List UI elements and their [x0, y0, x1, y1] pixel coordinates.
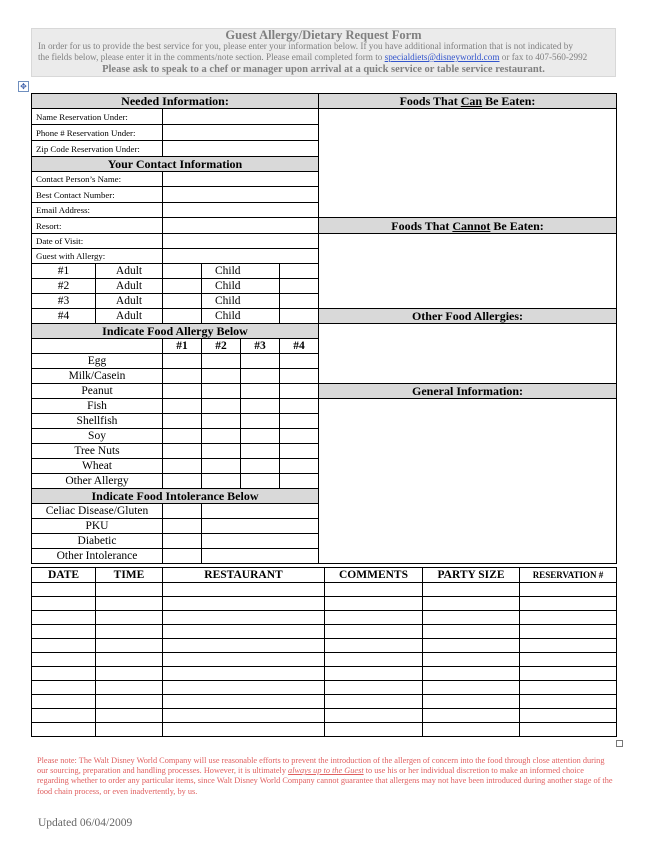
contact-number-field[interactable] [163, 187, 319, 203]
visit-date-field[interactable] [163, 234, 319, 249]
cannot-eat-field[interactable] [319, 234, 617, 309]
allergy-label: Milk/Casein [32, 369, 163, 384]
guest-row [32, 309, 617, 324]
reservation-cell[interactable] [423, 667, 520, 681]
guest-allergy-label: Guest with Allergy: [32, 249, 163, 264]
phone-field[interactable] [163, 125, 319, 141]
reservation-cell[interactable] [96, 723, 163, 737]
intro-line-2 [38, 52, 612, 62]
visit-date-label: Date of Visit: [32, 234, 163, 249]
allergy-checkbox[interactable] [163, 444, 202, 459]
note-text-end: to use his or her individual discretion to make an informed choice regarding whether to order any particular items, since Walt Disney World Company cannot guarantee that allergens may not have been introduced during another stage of the food chain process, or even inadvertently, by us. [37, 766, 613, 796]
reservation-cell[interactable] [96, 639, 163, 653]
allergy-checkbox[interactable] [202, 354, 241, 369]
allergy-checkbox[interactable] [280, 414, 319, 429]
allergy-row [32, 399, 617, 414]
child-field[interactable] [280, 279, 319, 294]
reservation-cell[interactable] [423, 681, 520, 695]
reservation-cell[interactable] [96, 695, 163, 709]
allergy-checkbox[interactable] [280, 399, 319, 414]
allergy-checkbox[interactable] [280, 429, 319, 444]
adult-field[interactable] [163, 264, 202, 279]
name-field[interactable] [163, 109, 319, 125]
col-time: TIME [96, 568, 163, 583]
reservation-row [32, 709, 617, 723]
general-info-heading: General Information: [319, 384, 617, 399]
allergy-checkbox[interactable] [241, 429, 280, 444]
allergy-checkbox[interactable] [202, 414, 241, 429]
other-allergies-heading: Other Food Allergies: [319, 309, 617, 324]
reservation-cell[interactable] [163, 695, 325, 709]
allergy-checkbox[interactable] [241, 444, 280, 459]
reservation-row [32, 681, 617, 695]
reservation-cell[interactable] [96, 653, 163, 667]
allergy-checkbox[interactable] [163, 384, 202, 399]
reservation-cell[interactable] [520, 667, 617, 681]
allergy-label: Soy [32, 429, 163, 444]
can-eat-heading: Foods That Can Be Eaten: [319, 94, 617, 109]
reservation-cell[interactable] [325, 723, 423, 737]
reservation-cell[interactable] [96, 611, 163, 625]
allergy-label: Egg [32, 354, 163, 369]
allergy-checkbox[interactable] [241, 459, 280, 474]
reservation-cell[interactable] [520, 653, 617, 667]
allergy-checkbox[interactable] [280, 459, 319, 474]
reservation-cell[interactable] [96, 583, 163, 597]
allergy-checkbox[interactable] [202, 474, 241, 489]
reservation-cell[interactable] [96, 667, 163, 681]
updated-date: Updated 06/04/2009 [38, 817, 133, 829]
allergy-checkbox[interactable] [163, 429, 202, 444]
child-label: Child [202, 309, 280, 324]
reservation-cell[interactable] [32, 681, 96, 695]
allergy-checkbox[interactable] [280, 444, 319, 459]
zip-label: Zip Code Reservation Under: [32, 141, 163, 157]
reservation-cell[interactable] [32, 583, 96, 597]
child-field[interactable] [280, 294, 319, 309]
move-handle-icon[interactable]: ✥ [18, 81, 29, 92]
reservation-cell[interactable] [163, 653, 325, 667]
name-label: Name Reservation Under: [32, 109, 163, 125]
allergy-label: Wheat [32, 459, 163, 474]
adult-label: Adult [96, 279, 163, 294]
reservation-cell[interactable] [325, 625, 423, 639]
allergy-checkbox[interactable] [202, 369, 241, 384]
reservation-cell[interactable] [32, 597, 96, 611]
allergy-label: Other Allergy [32, 474, 163, 489]
reservation-cell[interactable] [520, 639, 617, 653]
reservation-row [32, 583, 617, 597]
fax-text: or fax to 407-560-2992 [501, 52, 588, 62]
reservation-cell[interactable] [32, 723, 96, 737]
reservation-cell[interactable] [163, 667, 325, 681]
reservation-cell[interactable] [423, 709, 520, 723]
food-intolerance-heading: Indicate Food Intolerance Below [32, 489, 319, 504]
allergy-label: Tree Nuts [32, 444, 163, 459]
allergy-checkbox[interactable] [280, 354, 319, 369]
allergy-col-1: #1 [163, 339, 202, 354]
allergy-checkbox[interactable] [241, 384, 280, 399]
intolerance-checkbox[interactable] [163, 519, 202, 534]
reservation-row [32, 653, 617, 667]
allergy-checkbox[interactable] [163, 369, 202, 384]
disclaimer-note [37, 756, 617, 797]
guest-number: #3 [32, 294, 96, 309]
reservation-cell[interactable] [163, 681, 325, 695]
reservation-cell[interactable] [325, 681, 423, 695]
intolerance-field[interactable] [202, 534, 319, 549]
reservation-cell[interactable] [423, 597, 520, 611]
reservation-cell[interactable] [163, 709, 325, 723]
reservations-table [31, 567, 617, 737]
reservation-row [32, 625, 617, 639]
allergy-checkbox[interactable] [241, 369, 280, 384]
reservation-cell[interactable] [96, 597, 163, 611]
col-party-size: PARTY SIZE [423, 568, 520, 583]
resort-field[interactable] [163, 218, 319, 234]
allergy-checkbox[interactable] [241, 414, 280, 429]
allergy-checkbox[interactable] [202, 459, 241, 474]
child-label: Child [202, 294, 280, 309]
contact-number-label: Best Contact Number: [32, 187, 163, 203]
intro-line-1: In order for us to provide the best service for you, please enter your information below. If you have additional information that is not indicated by [38, 41, 573, 51]
reservation-cell[interactable] [423, 625, 520, 639]
phone-label: Phone # Reservation Under: [32, 125, 163, 141]
reservation-cell[interactable] [163, 611, 325, 625]
allergy-label: Shellfish [32, 414, 163, 429]
allergy-col-2: #2 [202, 339, 241, 354]
reservation-row [32, 695, 617, 709]
allergy-label: Peanut [32, 384, 163, 399]
reservation-cell[interactable] [423, 695, 520, 709]
child-label: Child [202, 279, 280, 294]
reservation-cell[interactable] [325, 709, 423, 723]
reservation-cell[interactable] [423, 653, 520, 667]
allergy-col-3: #3 [241, 339, 280, 354]
reservation-cell[interactable] [325, 639, 423, 653]
reservation-cell[interactable] [520, 597, 617, 611]
adult-field[interactable] [163, 309, 202, 324]
reservation-cell[interactable] [423, 611, 520, 625]
reservation-cell[interactable] [32, 625, 96, 639]
general-info-field[interactable] [319, 399, 617, 564]
col-reservation-number: RESERVATION # [520, 568, 617, 583]
email-field[interactable] [163, 203, 319, 218]
child-field[interactable] [280, 264, 319, 279]
reservation-cell[interactable] [163, 723, 325, 737]
allergy-checkbox[interactable] [280, 384, 319, 399]
chef-notice: Please ask to speak to a chef or manager upon arrival at a quick service or table service restaurant. [102, 64, 545, 75]
child-field[interactable] [280, 309, 319, 324]
reservation-cell[interactable] [163, 597, 325, 611]
reservation-cell[interactable] [520, 611, 617, 625]
reservation-row [32, 611, 617, 625]
adult-field[interactable] [163, 294, 202, 309]
reservation-cell[interactable] [96, 681, 163, 695]
allergy-row [32, 384, 617, 399]
allergy-checkbox[interactable] [202, 384, 241, 399]
intolerance-field[interactable] [202, 549, 319, 564]
guest-number: #4 [32, 309, 96, 324]
reservation-cell[interactable] [325, 653, 423, 667]
reservation-cell[interactable] [520, 583, 617, 597]
reservation-cell[interactable] [325, 583, 423, 597]
main-form-table [31, 93, 617, 564]
note-text: Please note: The Walt Disney World Company will use reasonable efforts to prevent the introduction of the allergen of concern into the food through close attention during our sourcing, preparation and handling processes. However, it is ultimately [37, 756, 605, 776]
reservation-cell[interactable] [325, 611, 423, 625]
allergy-corner-cell [32, 339, 163, 354]
allergy-checkbox[interactable] [241, 474, 280, 489]
reservation-cell[interactable] [520, 625, 617, 639]
contact-name-label: Contact Person’s Name: [32, 172, 163, 187]
adult-label: Adult [96, 294, 163, 309]
allergy-checkbox[interactable] [163, 414, 202, 429]
adult-label: Adult [96, 264, 163, 279]
reservation-row [32, 723, 617, 737]
reservation-cell[interactable] [163, 625, 325, 639]
allergy-checkbox[interactable] [202, 429, 241, 444]
intolerance-label: Celiac Disease/Gluten [32, 504, 163, 519]
needed-info-heading: Needed Information: [32, 94, 319, 109]
reservation-cell[interactable] [423, 723, 520, 737]
reservation-cell[interactable] [32, 709, 96, 723]
reservation-row [32, 667, 617, 681]
email-link[interactable]: specialdiets@disneyworld.com [384, 52, 500, 62]
contact-heading: Your Contact Information [32, 157, 319, 172]
allergy-col-4: #4 [280, 339, 319, 354]
reservation-cell[interactable] [163, 639, 325, 653]
reservation-cell[interactable] [325, 695, 423, 709]
allergy-checkbox[interactable] [241, 399, 280, 414]
allergy-checkbox[interactable] [241, 354, 280, 369]
guest-allergy-field[interactable] [163, 249, 319, 264]
reservation-cell[interactable] [32, 611, 96, 625]
intolerance-checkbox[interactable] [163, 534, 202, 549]
allergy-checkbox[interactable] [163, 354, 202, 369]
reservation-cell[interactable] [96, 709, 163, 723]
col-restaurant: RESTAURANT [163, 568, 325, 583]
guest-number: #1 [32, 264, 96, 279]
reservation-cell[interactable] [520, 695, 617, 709]
email-label: Email Address: [32, 203, 163, 218]
allergy-checkbox[interactable] [163, 474, 202, 489]
reservation-cell[interactable] [32, 667, 96, 681]
resort-label: Resort: [32, 218, 163, 234]
guest-number: #2 [32, 279, 96, 294]
intolerance-checkbox[interactable] [163, 549, 202, 564]
adult-label: Adult [96, 309, 163, 324]
intro-text: the fields below, please enter it in the comments/note section. Please email completed form to [38, 52, 383, 62]
intolerance-field[interactable] [202, 504, 319, 519]
food-allergy-heading: Indicate Food Allergy Below [32, 324, 319, 339]
child-label: Child [202, 264, 280, 279]
allergy-checkbox[interactable] [163, 459, 202, 474]
allergy-checkbox[interactable] [202, 399, 241, 414]
reservation-cell[interactable] [520, 681, 617, 695]
intolerance-label: PKU [32, 519, 163, 534]
intolerance-checkbox[interactable] [163, 504, 202, 519]
col-comments: COMMENTS [325, 568, 423, 583]
cannot-eat-heading: Foods That Cannot Be Eaten: [319, 218, 617, 234]
reservation-cell[interactable] [163, 583, 325, 597]
reservation-cell[interactable] [423, 583, 520, 597]
allergy-checkbox[interactable] [202, 444, 241, 459]
allergy-checkbox[interactable] [280, 369, 319, 384]
reservation-row [32, 639, 617, 653]
allergy-label: Fish [32, 399, 163, 414]
contact-name-field[interactable] [163, 172, 319, 187]
note-emphasis: always up to the Guest [288, 766, 364, 776]
intolerance-label: Other Intolerance [32, 549, 163, 564]
allergy-checkbox[interactable] [163, 399, 202, 414]
reservation-row [32, 597, 617, 611]
reservation-cell[interactable] [325, 667, 423, 681]
reservation-cell[interactable] [325, 597, 423, 611]
can-eat-field[interactable] [319, 109, 617, 218]
zip-field[interactable] [163, 141, 319, 157]
reservation-cell[interactable] [520, 709, 617, 723]
reservation-cell[interactable] [32, 639, 96, 653]
reservation-cell[interactable] [520, 723, 617, 737]
col-date: DATE [32, 568, 96, 583]
adult-field[interactable] [163, 279, 202, 294]
allergy-checkbox[interactable] [280, 474, 319, 489]
reservation-cell[interactable] [423, 639, 520, 653]
form-title: Guest Allergy/Dietary Request Form [225, 28, 422, 42]
reservation-cell[interactable] [96, 625, 163, 639]
intolerance-field[interactable] [202, 519, 319, 534]
reservation-cell[interactable] [32, 695, 96, 709]
reservation-cell[interactable] [32, 653, 96, 667]
resize-handle[interactable] [616, 740, 623, 747]
other-allergies-field[interactable] [319, 324, 617, 384]
intolerance-label: Diabetic [32, 534, 163, 549]
